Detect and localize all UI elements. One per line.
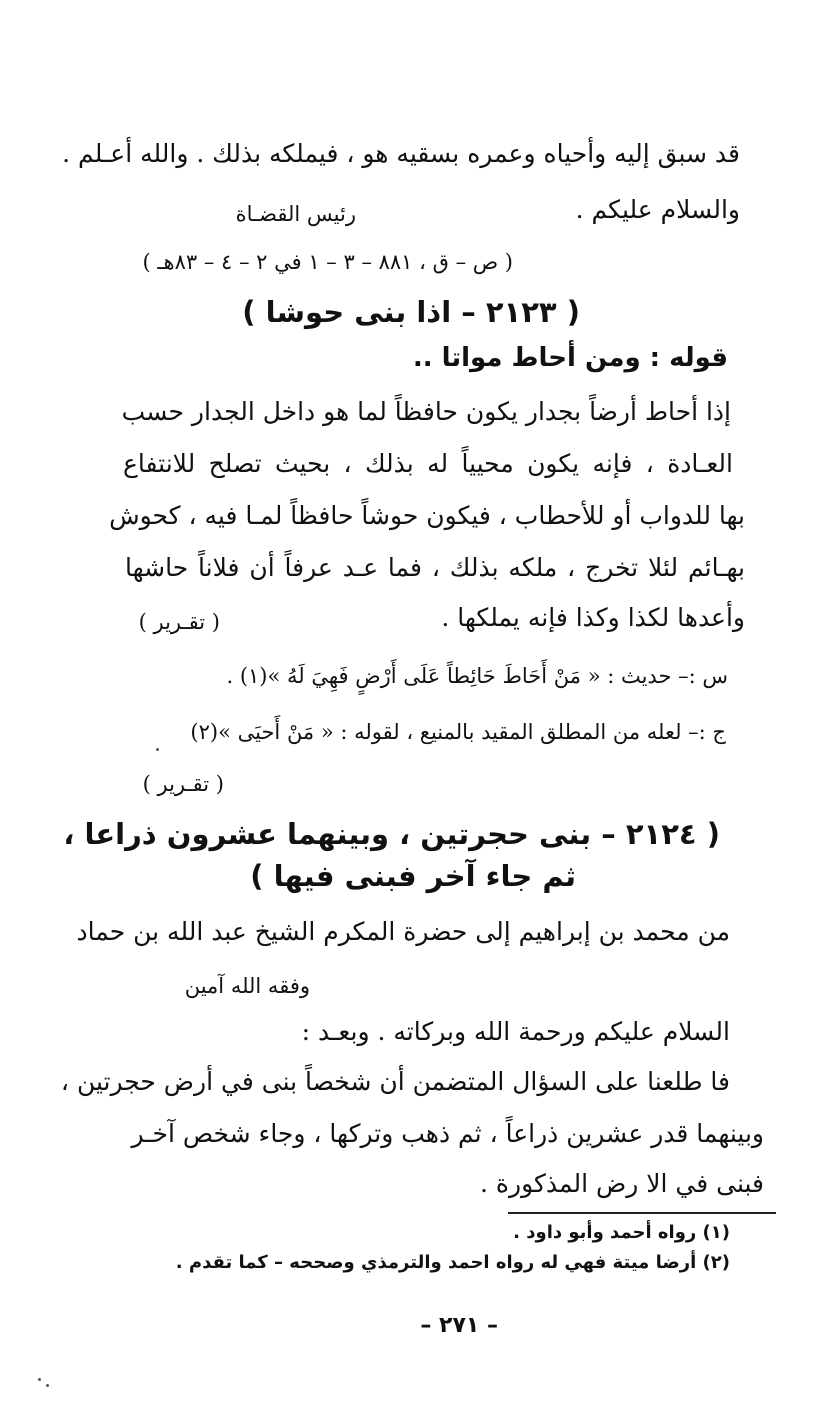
paragraph-line: وأعدها لكذا وكذا فإنه يملكها . — [441, 603, 745, 632]
section-title-2124-continued: ثم جاء آخر فبنى فيها ) — [250, 859, 576, 893]
letter-salutation: السلام عليكم ورحمة الله وبركاته . وبعـد : — [301, 1017, 730, 1046]
paragraph-line: بهـائم لئلا تخرج ، ملكه بذلك ، فما عـد عرفاً أن فلاناً حاشها — [125, 553, 745, 582]
footnote-separator — [508, 1212, 776, 1214]
scan-speck — [156, 748, 159, 751]
section-title-2124: ( ٢١٢٤ – بنى حجرتين ، وبينهما عشرون ذراعا ، — [63, 817, 720, 851]
letter-body-line: فبنى في الا رض المذكورة . — [480, 1169, 764, 1198]
footnote: (٢) أرضا ميتة فهي له رواه احمد والترمذي وصححه – كما تقدم . — [175, 1252, 730, 1273]
closing-greeting: والسلام عليكم . — [575, 195, 740, 224]
paragraph-line: العـادة ، فإنه يكون محيياً له بذلك ، بحيث تصلح للانتفاع — [123, 449, 733, 478]
taqrir-label: ( تقـرير ) — [138, 610, 220, 634]
fatwa-reference: ( ص – ق ، ٨٨١ – ٣ – ١ في ٢ – ٤ – ٨٣هـ ) — [142, 250, 513, 274]
intro-line: قد سبق إليه وأحياه وعمره بسقيه هو ، فيملكه بذلك . والله أعـلم . — [62, 139, 740, 168]
question-line: س :– حديث : « مَنْ أَحَاطَ حَائِطاً عَلَى أَرْضٍ فَهِيَ لَهُ »(١) . — [226, 664, 728, 688]
letter-from-line: من محمد بن إبراهيم إلى حضرة المكرم الشيخ عبد الله بن حماد — [76, 917, 730, 946]
paragraph-line: إذا أحاط أرضاً بجدار يكون حافظاً لما هو داخل الجدار حسب — [121, 397, 731, 426]
scan-speck — [46, 1384, 49, 1387]
scan-speck — [38, 1378, 41, 1381]
taqrir-label: ( تقـرير ) — [142, 772, 224, 796]
signature: رئيس القضـاة — [235, 202, 356, 226]
section-title-2123: ( ٢١٢٣ – اذا بنى حوشا ) — [242, 295, 580, 329]
answer-line: ج :– لعله من المطلق المقيد بالمنيع ، لقوله : « مَنْ أَحيَى »(٢) — [190, 720, 726, 744]
letter-blessing: وفقه الله آمين — [184, 974, 310, 998]
section-subtitle: قوله : ومن أحاط مواتا .. — [412, 343, 728, 373]
footnote: (١) رواه أحمد وأبو داود . — [513, 1222, 730, 1243]
page-number: – ٢٧١ – — [420, 1313, 498, 1338]
letter-body-line: وبينهما قدر عشرين ذراعاً ، ثم ذهب وتركها ، وجاء شخص آخـر — [131, 1119, 764, 1148]
letter-body-line: فا طلعنا على السؤال المتضمن أن شخصاً بنى في أرض حجرتين ، — [60, 1067, 730, 1096]
paragraph-line: بها للدواب أو للأحطاب ، فيكون حوشاً حافظاً لمـا فيه ، كحوش — [109, 501, 745, 530]
